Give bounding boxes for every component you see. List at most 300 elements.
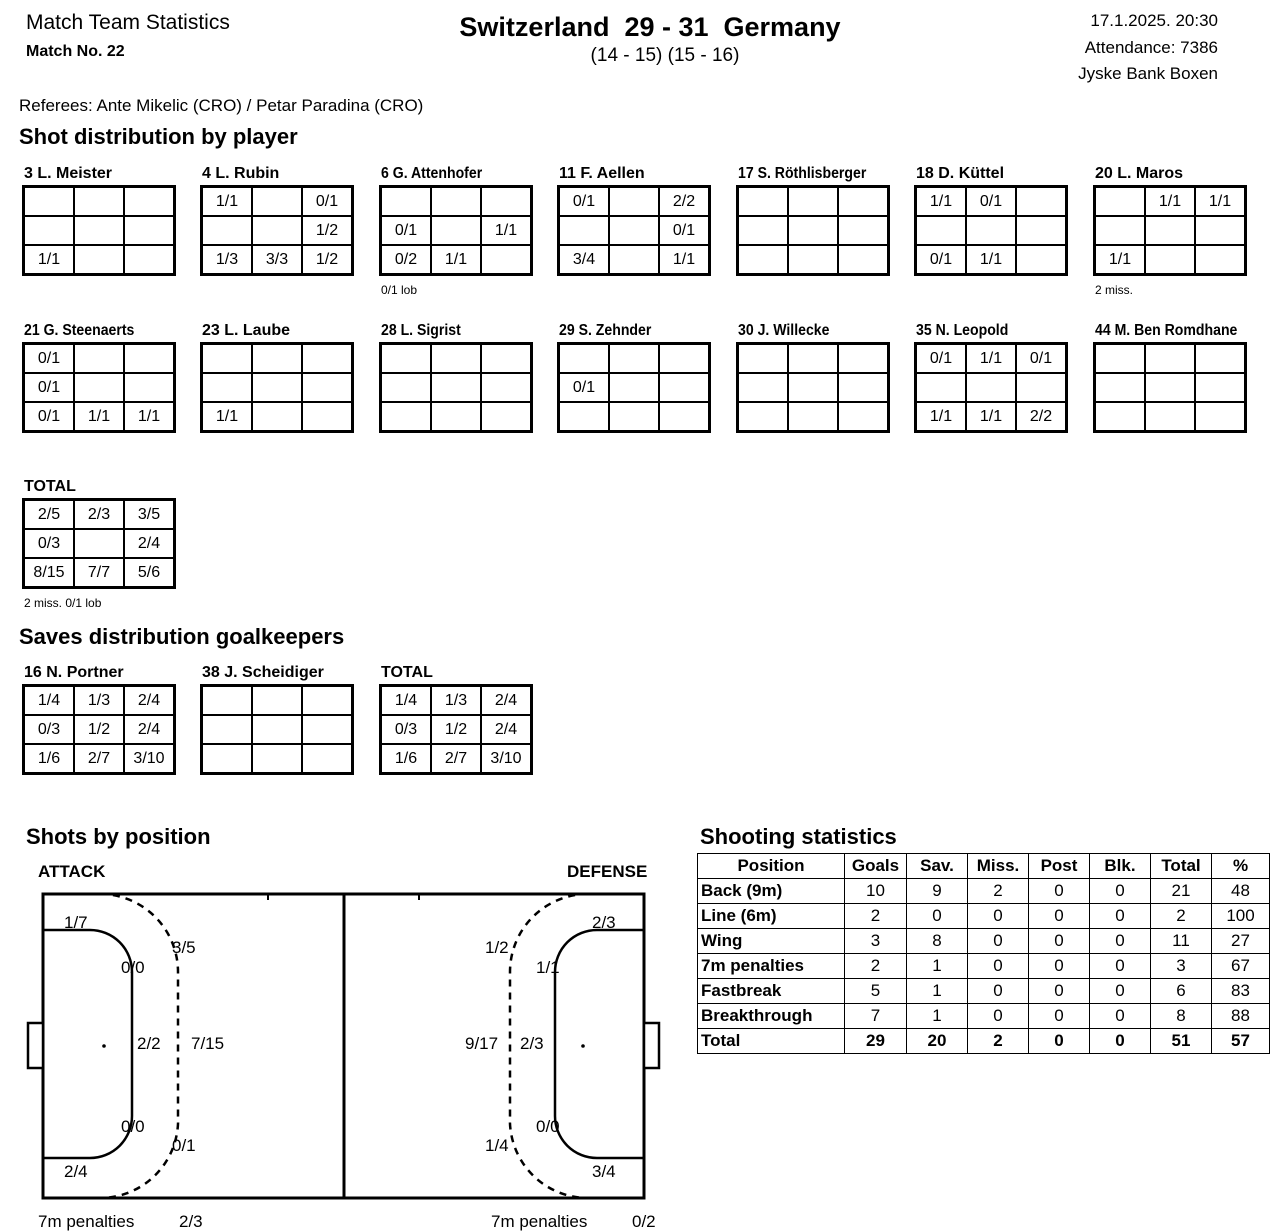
left-6m-line xyxy=(43,930,132,1158)
grid-cell: 1/4 xyxy=(24,686,75,716)
grid-cell: 3/4 xyxy=(559,245,610,275)
player-9-grid xyxy=(379,342,533,433)
table-cell: 0 xyxy=(1029,1029,1090,1054)
grid-cell: 0/1 xyxy=(559,373,610,402)
grid-cell: 2/7 xyxy=(74,744,124,774)
table-cell: 48 xyxy=(1212,879,1270,904)
grid-cell xyxy=(302,402,353,432)
table-cell: 11 xyxy=(1151,929,1212,954)
grid-cell: 0/1 xyxy=(966,187,1016,217)
keeper-0-name: 16 N. Portner xyxy=(24,664,124,681)
column-header: % xyxy=(1212,854,1270,879)
row-label: Breakthrough xyxy=(698,1004,845,1029)
grid-cell xyxy=(481,344,532,374)
table-row xyxy=(698,1029,1270,1054)
grid-cell xyxy=(1145,216,1195,245)
grid-cell: 3/5 xyxy=(124,500,175,530)
grid-cell xyxy=(1195,245,1246,275)
grid-cell xyxy=(1195,402,1246,432)
grid-cell xyxy=(1195,344,1246,374)
grid-cell xyxy=(202,715,253,744)
defense-label: DEFENSE xyxy=(567,862,648,881)
shot-total-grid xyxy=(22,498,176,589)
shot-total-note: 2 miss. 0/1 lob xyxy=(24,596,102,610)
table-cell: 0 xyxy=(1090,879,1151,904)
table-cell: 51 xyxy=(1151,1029,1212,1054)
grid-cell xyxy=(838,402,889,432)
grid-cell xyxy=(659,373,710,402)
table-cell: 2 xyxy=(845,904,907,929)
grid-cell xyxy=(1016,245,1067,275)
grid-cell: 1/1 xyxy=(966,245,1016,275)
grid-cell xyxy=(838,344,889,374)
grid-cell xyxy=(788,344,838,374)
grid-cell xyxy=(252,216,302,245)
table-cell: 100 xyxy=(1212,904,1270,929)
grid-cell xyxy=(481,402,532,432)
grid-cell: 2/7 xyxy=(431,744,481,774)
grid-cell xyxy=(1016,216,1067,245)
table-cell: 29 xyxy=(845,1029,907,1054)
grid-cell xyxy=(1195,373,1246,402)
table-cell: 0 xyxy=(907,904,968,929)
grid-cell: 2/4 xyxy=(124,529,175,558)
grid-cell: 3/10 xyxy=(124,744,175,774)
grid-cell xyxy=(252,187,302,217)
table-cell: 83 xyxy=(1212,979,1270,1004)
grid-cell: 1/6 xyxy=(381,744,432,774)
grid-cell: 2/4 xyxy=(481,715,532,744)
grid-cell xyxy=(74,344,124,374)
grid-cell: 1/1 xyxy=(24,245,75,275)
grid-cell: 1/1 xyxy=(966,344,1016,374)
player-1-name: 4 L. Rubin xyxy=(202,165,280,182)
grid-cell xyxy=(788,373,838,402)
grid-cell xyxy=(1145,373,1195,402)
grid-cell xyxy=(431,187,481,217)
grid-cell xyxy=(1145,245,1195,275)
row-label: Wing xyxy=(698,929,845,954)
grid-cell: 7/7 xyxy=(74,558,124,588)
player-6-note: 2 miss. xyxy=(1095,283,1134,297)
right-6m-line xyxy=(555,930,644,1158)
grid-cell xyxy=(124,216,175,245)
grid-cell xyxy=(738,373,789,402)
table-cell: 0 xyxy=(1029,904,1090,929)
grid-cell: 0/3 xyxy=(24,529,75,558)
grid-cell: 1/6 xyxy=(24,744,75,774)
grid-cell xyxy=(1095,402,1146,432)
referees: Referees: Ante Mikelic (CRO) / Petar Paradina (CRO) xyxy=(19,96,424,115)
grid-cell xyxy=(1016,187,1067,217)
grid-cell xyxy=(1016,373,1067,402)
grid-cell xyxy=(302,344,353,374)
half-scores: (14 - 15) (15 - 16) xyxy=(590,45,740,66)
table-cell: 7 xyxy=(845,1004,907,1029)
shot-total-name: TOTAL xyxy=(24,478,76,495)
player-12-name: 35 N. Leopold xyxy=(916,322,1009,339)
defense-back-bottom: 1/4 xyxy=(485,1136,509,1155)
grid-cell: 3/3 xyxy=(252,245,302,275)
defense-line-top: 1/1 xyxy=(536,958,560,977)
grid-cell: 0/1 xyxy=(916,344,967,374)
player-13-grid xyxy=(1093,342,1247,433)
row-label: Total xyxy=(698,1029,845,1054)
score-line: Switzerland 29 - 31 Germany xyxy=(459,12,841,42)
player-7-name: 21 G. Steenaerts xyxy=(24,322,135,339)
grid-cell: 2/2 xyxy=(1016,402,1067,432)
player-2-note: 0/1 lob xyxy=(381,283,418,297)
table-cell: 9 xyxy=(907,879,968,904)
player-2-name: 6 G. Attenhofer xyxy=(381,165,483,182)
handball-court xyxy=(0,880,680,1210)
grid-cell xyxy=(381,402,432,432)
defense-line-bottom: 0/0 xyxy=(536,1117,560,1136)
table-row xyxy=(698,904,1270,929)
saves-distribution-title: Saves distribution goalkeepers xyxy=(19,624,345,649)
grid-cell: 8/15 xyxy=(24,558,75,588)
match-number: Match No. 22 xyxy=(26,43,125,60)
table-cell: 8 xyxy=(1151,1004,1212,1029)
grid-cell: 0/1 xyxy=(916,245,967,275)
attack-penalties-value: 2/3 xyxy=(179,1212,203,1231)
grid-cell xyxy=(738,187,789,217)
player-12-grid xyxy=(914,342,1068,433)
player-5-name: 18 D. Küttel xyxy=(916,165,1005,182)
grid-cell xyxy=(481,373,532,402)
table-cell: 0 xyxy=(1029,979,1090,1004)
grid-cell xyxy=(252,344,302,374)
grid-cell: 0/1 xyxy=(559,187,610,217)
table-cell: 0 xyxy=(1090,979,1151,1004)
grid-cell: 0/1 xyxy=(24,344,75,374)
grid-cell xyxy=(916,216,967,245)
player-10-name: 29 S. Zehnder xyxy=(559,322,652,339)
grid-cell xyxy=(74,216,124,245)
grid-cell: 1/1 xyxy=(124,402,175,432)
table-row xyxy=(698,979,1270,1004)
grid-cell: 5/6 xyxy=(124,558,175,588)
grid-cell xyxy=(838,216,889,245)
keeper-0-grid xyxy=(22,684,176,775)
defense-back-top: 1/2 xyxy=(485,938,509,957)
table-cell: 1 xyxy=(907,979,968,1004)
right-7m-mark xyxy=(581,1044,585,1048)
grid-cell xyxy=(202,216,253,245)
grid-cell xyxy=(838,245,889,275)
attack-line-bottom: 0/0 xyxy=(121,1117,145,1136)
grid-cell: 1/1 xyxy=(1195,187,1246,217)
grid-cell: 1/1 xyxy=(74,402,124,432)
grid-cell xyxy=(74,187,124,217)
grid-cell xyxy=(659,402,710,432)
column-header: Blk. xyxy=(1090,854,1151,879)
grid-cell xyxy=(124,344,175,374)
grid-cell: 0/1 xyxy=(302,187,353,217)
row-label: Back (9m) xyxy=(698,879,845,904)
attack-label: ATTACK xyxy=(38,862,106,881)
grid-cell: 2/2 xyxy=(659,187,710,217)
grid-cell xyxy=(916,373,967,402)
shot-distribution-title: Shot distribution by player xyxy=(19,124,298,149)
grid-cell xyxy=(738,216,789,245)
table-cell: 0 xyxy=(1090,1004,1151,1029)
grid-cell xyxy=(252,686,302,716)
grid-cell xyxy=(431,373,481,402)
grid-cell: 2/5 xyxy=(24,500,75,530)
table-cell: 0 xyxy=(1029,879,1090,904)
row-label: 7m penalties xyxy=(698,954,845,979)
table-cell: 0 xyxy=(1090,904,1151,929)
attendance: Attendance: 7386 xyxy=(1084,38,1218,57)
column-header: Position xyxy=(698,854,845,879)
grid-cell xyxy=(609,402,659,432)
right-goal xyxy=(644,1023,659,1068)
table-cell: 27 xyxy=(1212,929,1270,954)
grid-cell: 2/4 xyxy=(481,686,532,716)
grid-cell xyxy=(124,245,175,275)
grid-cell xyxy=(381,373,432,402)
table-cell: 2 xyxy=(1151,904,1212,929)
grid-cell xyxy=(124,373,175,402)
grid-cell xyxy=(431,344,481,374)
grid-cell xyxy=(788,245,838,275)
table-row xyxy=(698,954,1270,979)
column-header: Sav. xyxy=(907,854,968,879)
grid-cell xyxy=(659,344,710,374)
row-label: Fastbreak xyxy=(698,979,845,1004)
grid-cell xyxy=(481,245,532,275)
grid-cell xyxy=(381,344,432,374)
defense-wing-bottom: 3/4 xyxy=(592,1162,616,1181)
table-cell: 0 xyxy=(1090,954,1151,979)
player-6-grid xyxy=(1093,185,1247,276)
grid-cell xyxy=(381,187,432,217)
grid-cell xyxy=(302,373,353,402)
table-cell: 20 xyxy=(907,1029,968,1054)
table-cell: 8 xyxy=(907,929,968,954)
attack-back-top: 3/5 xyxy=(172,938,196,957)
column-header: Post xyxy=(1029,854,1090,879)
grid-cell xyxy=(788,402,838,432)
grid-cell xyxy=(74,245,124,275)
grid-cell xyxy=(966,373,1016,402)
grid-cell: 0/1 xyxy=(659,216,710,245)
grid-cell xyxy=(431,216,481,245)
table-cell: 67 xyxy=(1212,954,1270,979)
table-cell: 0 xyxy=(968,954,1029,979)
grid-cell xyxy=(788,187,838,217)
grid-cell: 3/10 xyxy=(481,744,532,774)
player-8-name: 23 L. Laube xyxy=(202,322,291,339)
column-header: Goals xyxy=(845,854,907,879)
grid-cell xyxy=(738,344,789,374)
grid-cell: 1/1 xyxy=(1145,187,1195,217)
grid-cell xyxy=(609,373,659,402)
grid-cell xyxy=(252,402,302,432)
player-5-grid xyxy=(914,185,1068,276)
keeper-2-grid xyxy=(379,684,533,775)
grid-cell xyxy=(252,744,302,774)
attack-line-top: 0/0 xyxy=(121,958,145,977)
table-cell: 5 xyxy=(845,979,907,1004)
player-3-grid xyxy=(557,185,711,276)
table-cell: 6 xyxy=(1151,979,1212,1004)
grid-cell xyxy=(1095,216,1146,245)
grid-cell xyxy=(609,344,659,374)
grid-cell: 1/3 xyxy=(431,686,481,716)
attack-wing-top: 1/7 xyxy=(64,913,88,932)
grid-cell: 1/3 xyxy=(202,245,253,275)
grid-cell: 1/1 xyxy=(966,402,1016,432)
player-13-name: 44 M. Ben Romdhane xyxy=(1095,322,1238,339)
grid-cell xyxy=(124,187,175,217)
grid-cell xyxy=(1095,344,1146,374)
attack-back-center: 7/15 xyxy=(191,1034,225,1053)
grid-cell: 1/2 xyxy=(74,715,124,744)
attack-penalties-label: 7m penalties xyxy=(38,1212,135,1231)
table-cell: 0 xyxy=(968,929,1029,954)
grid-cell: 0/3 xyxy=(381,715,432,744)
table-cell: 0 xyxy=(1090,929,1151,954)
defense-penalties-value: 0/2 xyxy=(632,1212,656,1231)
grid-cell xyxy=(252,373,302,402)
shooting-statistics-table xyxy=(697,853,1270,1054)
table-row xyxy=(698,879,1270,904)
grid-cell xyxy=(1195,216,1246,245)
table-cell: 2 xyxy=(968,1029,1029,1054)
grid-cell xyxy=(738,402,789,432)
player-10-grid xyxy=(557,342,711,433)
grid-cell: 0/2 xyxy=(381,245,432,275)
table-cell: 0 xyxy=(1029,929,1090,954)
player-1-grid xyxy=(200,185,354,276)
grid-cell xyxy=(838,187,889,217)
table-cell: 0 xyxy=(1029,954,1090,979)
keeper-1-name: 38 J. Scheidiger xyxy=(202,664,324,681)
table-cell: 0 xyxy=(968,1004,1029,1029)
grid-cell xyxy=(966,216,1016,245)
table-cell: 10 xyxy=(845,879,907,904)
grid-cell xyxy=(559,402,610,432)
grid-cell xyxy=(481,187,532,217)
venue: Jyske Bank Boxen xyxy=(1078,64,1218,83)
grid-cell xyxy=(1145,402,1195,432)
grid-cell xyxy=(1095,373,1146,402)
grid-cell: 1/1 xyxy=(202,402,253,432)
table-row xyxy=(698,929,1270,954)
table-cell: 21 xyxy=(1151,879,1212,904)
grid-cell xyxy=(302,744,353,774)
grid-cell: 0/1 xyxy=(381,216,432,245)
table-cell: 0 xyxy=(968,979,1029,1004)
attack-back-bottom: 0/1 xyxy=(172,1136,196,1155)
player-4-name: 17 S. Röthlisberger xyxy=(738,165,867,182)
table-cell: 88 xyxy=(1212,1004,1270,1029)
player-0-name: 3 L. Meister xyxy=(24,165,113,182)
table-cell: 2 xyxy=(845,954,907,979)
grid-cell: 0/1 xyxy=(1016,344,1067,374)
player-4-grid xyxy=(736,185,890,276)
grid-cell xyxy=(302,715,353,744)
grid-cell: 1/1 xyxy=(202,187,253,217)
grid-cell xyxy=(609,216,659,245)
row-label: Line (6m) xyxy=(698,904,845,929)
shots-by-position-title: Shots by position xyxy=(26,824,211,849)
table-cell: 2 xyxy=(968,879,1029,904)
player-9-name: 28 L. Sigrist xyxy=(381,322,461,339)
grid-cell: 1/1 xyxy=(916,402,967,432)
player-6-name: 20 L. Maros xyxy=(1095,165,1184,182)
grid-cell xyxy=(1095,187,1146,217)
player-8-grid xyxy=(200,342,354,433)
grid-cell xyxy=(431,402,481,432)
table-cell: 57 xyxy=(1212,1029,1270,1054)
grid-cell xyxy=(838,373,889,402)
defense-penalties-label: 7m penalties xyxy=(491,1212,588,1231)
grid-cell xyxy=(302,686,353,716)
player-11-grid xyxy=(736,342,890,433)
grid-cell: 1/1 xyxy=(481,216,532,245)
player-7-grid xyxy=(22,342,176,433)
grid-cell xyxy=(738,245,789,275)
grid-cell: 2/3 xyxy=(74,500,124,530)
table-cell: 1 xyxy=(907,1004,968,1029)
table-cell: 3 xyxy=(1151,954,1212,979)
table-cell: 0 xyxy=(968,904,1029,929)
attack-wing-bottom: 2/4 xyxy=(64,1162,88,1181)
grid-cell: 1/3 xyxy=(74,686,124,716)
keeper-2-name: TOTAL xyxy=(381,664,433,681)
player-0-grid xyxy=(22,185,176,276)
defense-back-center: 9/17 xyxy=(465,1034,499,1053)
grid-cell xyxy=(252,715,302,744)
shooting-statistics-title: Shooting statistics xyxy=(700,824,897,849)
grid-cell xyxy=(609,187,659,217)
grid-cell: 1/1 xyxy=(1095,245,1146,275)
grid-cell xyxy=(202,344,253,374)
column-header: Miss. xyxy=(968,854,1029,879)
grid-cell xyxy=(74,529,124,558)
left-goal xyxy=(28,1023,43,1068)
grid-cell xyxy=(24,216,75,245)
grid-cell: 2/4 xyxy=(124,686,175,716)
defense-wing-top: 2/3 xyxy=(592,913,616,932)
defense-line-center: 2/3 xyxy=(520,1034,544,1053)
grid-cell xyxy=(202,744,253,774)
grid-cell xyxy=(559,344,610,374)
grid-cell: 1/2 xyxy=(302,245,353,275)
grid-cell: 0/1 xyxy=(24,373,75,402)
match-datetime: 17.1.2025. 20:30 xyxy=(1090,11,1218,30)
grid-cell xyxy=(202,686,253,716)
table-row xyxy=(698,1004,1270,1029)
grid-cell: 0/3 xyxy=(24,715,75,744)
grid-cell xyxy=(1145,344,1195,374)
table-cell: 1 xyxy=(907,954,968,979)
attack-line-center: 2/2 xyxy=(137,1034,161,1053)
grid-cell xyxy=(559,216,610,245)
grid-cell xyxy=(74,373,124,402)
grid-cell: 1/2 xyxy=(431,715,481,744)
report-title: Match Team Statistics xyxy=(26,11,230,34)
player-2-grid xyxy=(379,185,533,276)
player-11-name: 30 J. Willecke xyxy=(738,322,830,339)
table-cell: 0 xyxy=(1029,1004,1090,1029)
grid-cell: 1/1 xyxy=(916,187,967,217)
column-header: Total xyxy=(1151,854,1212,879)
table-cell: 0 xyxy=(1090,1029,1151,1054)
